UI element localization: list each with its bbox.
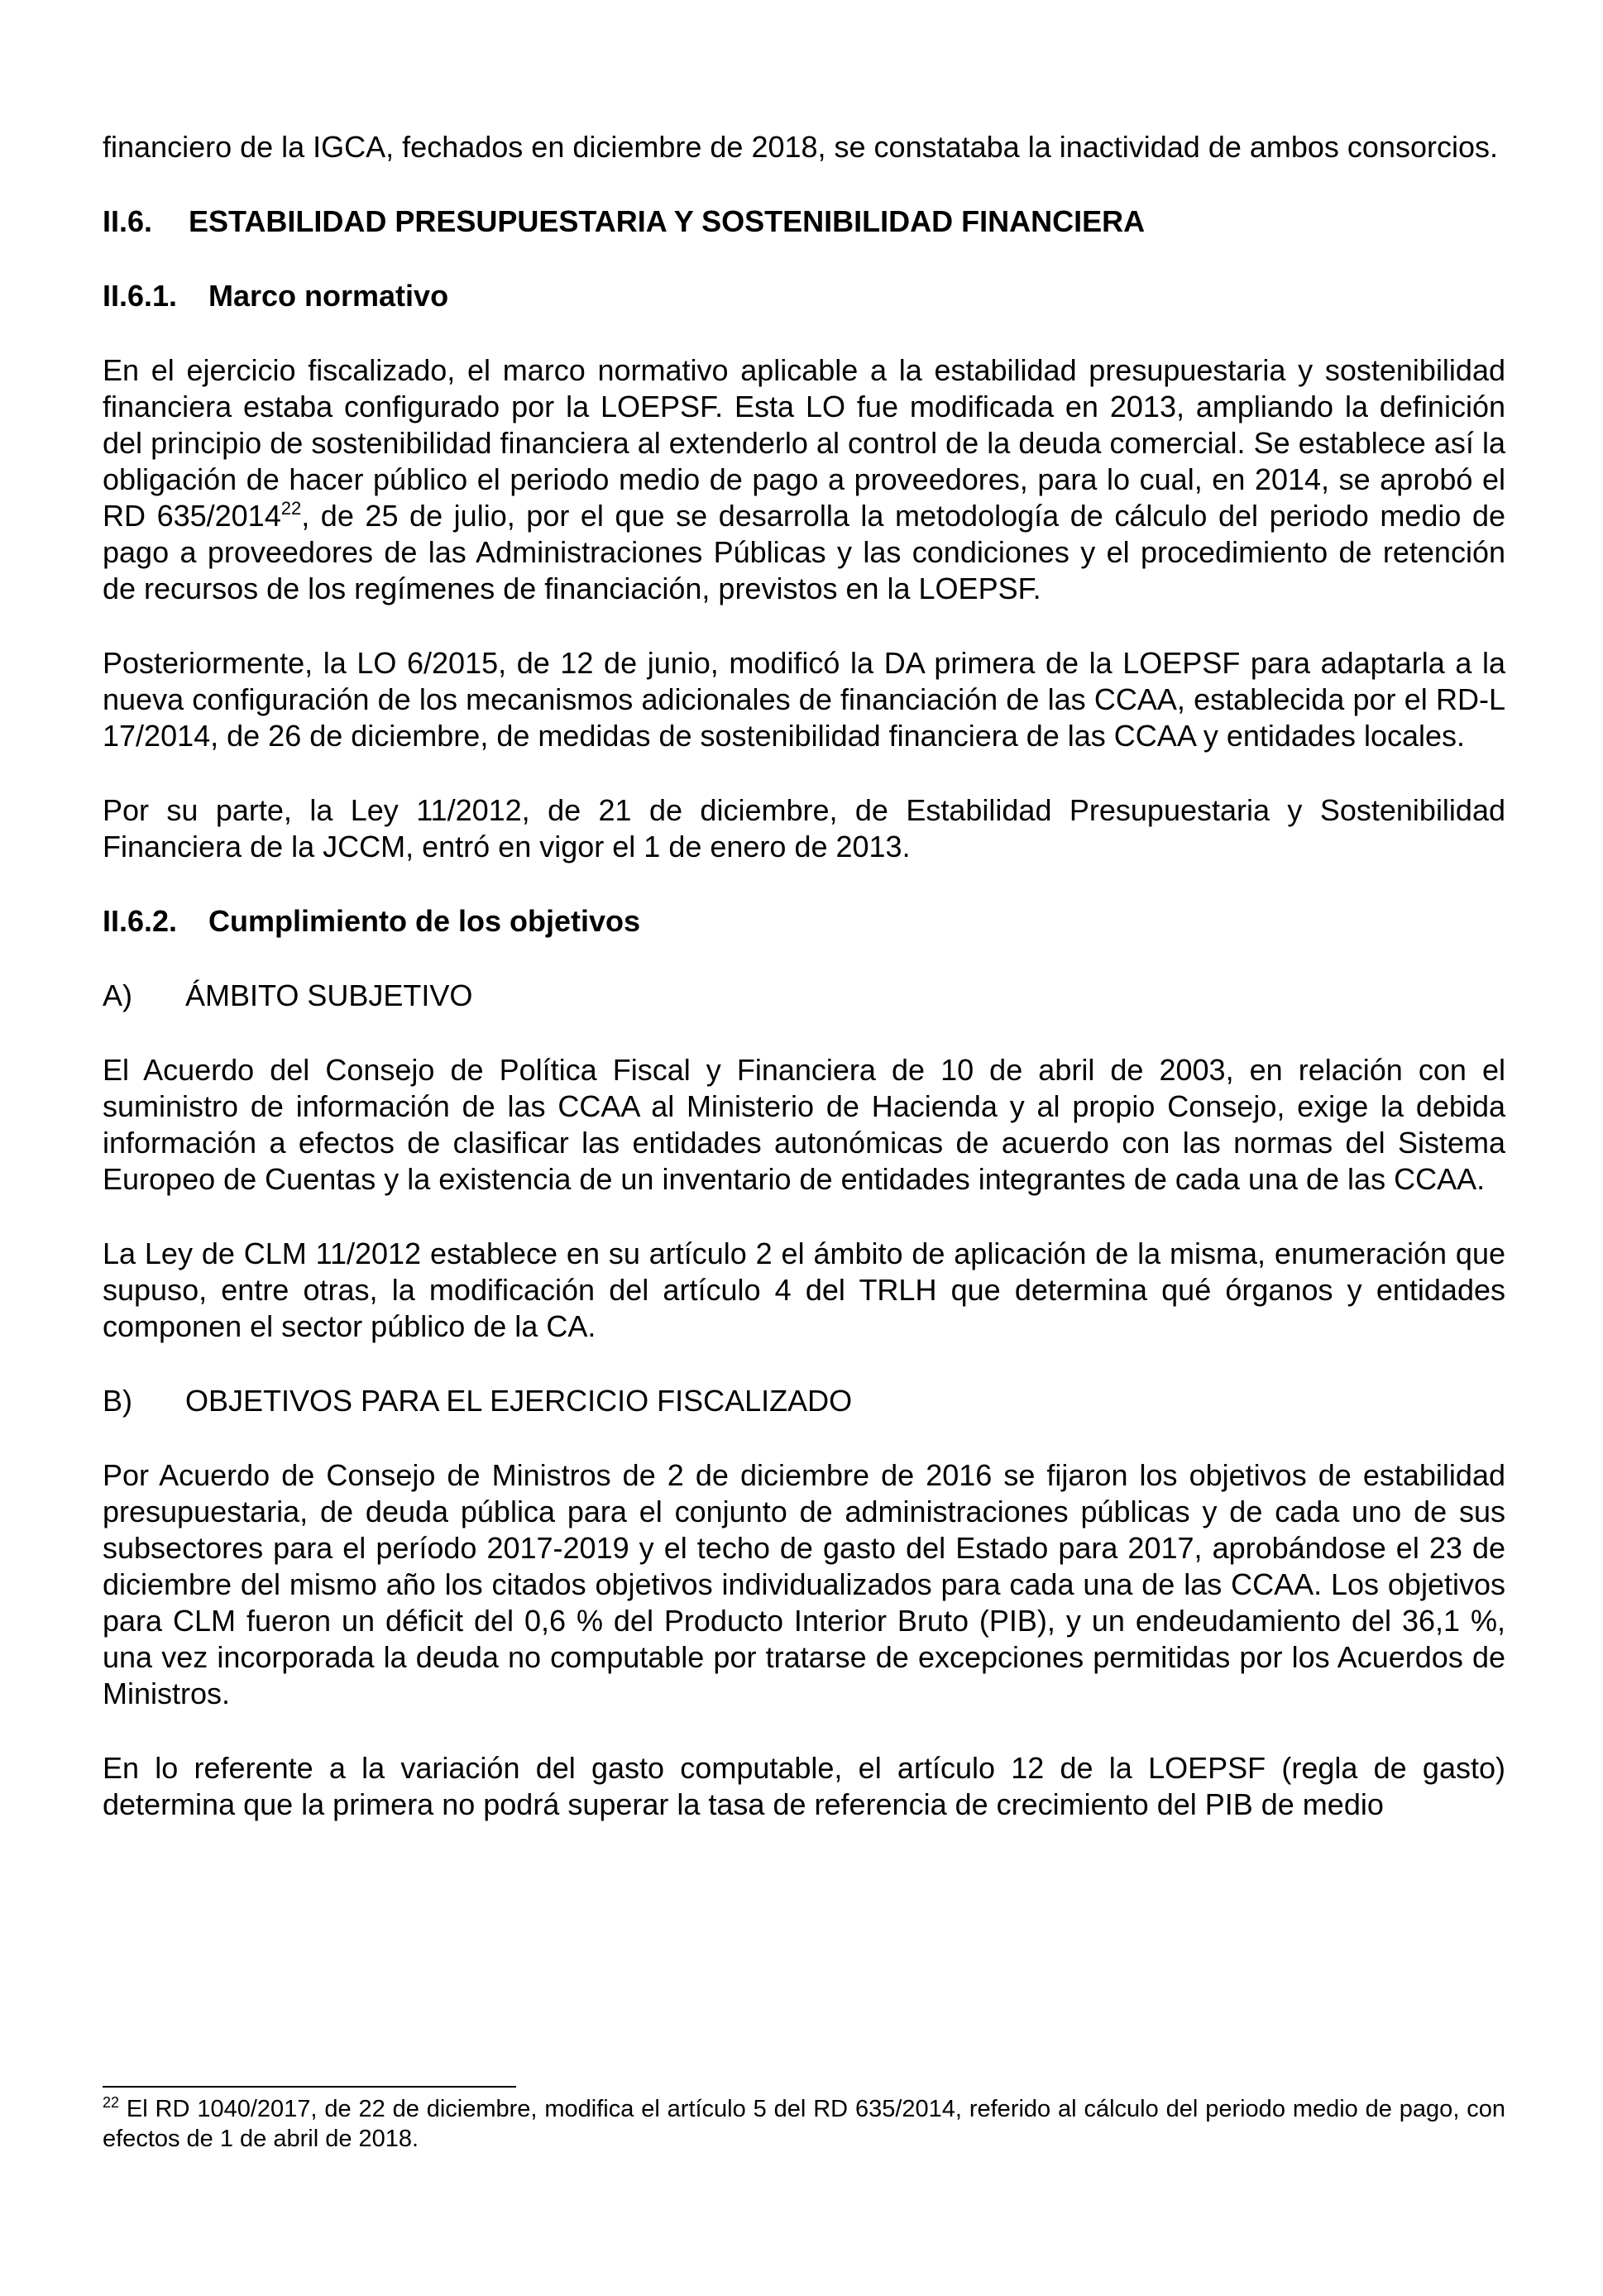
subsection-number: II.6.1. — [103, 279, 178, 313]
footnote-reference[interactable]: 22 — [280, 498, 302, 519]
paragraph-acuerdo-cpff: El Acuerdo del Consejo de Política Fiscal y Financiera de 10 de abril de 2003, en relación con el suministro de información de las CCAA al Ministerio de Hacienda y al propio Consejo, exige la debida información a efectos de clasificar las entidades autonómicas de acuerdo con las normas del Sistema Europeo de Cuentas y la existencia de un inventario de entidades integrantes de cada una de las CCAA. — [103, 1053, 1505, 1196]
heading-title: OBJETIVOS PARA EL EJERCICIO FISCALIZADO — [185, 1384, 853, 1418]
heading-objetivos — [103, 1383, 1505, 1419]
section-heading-ii6 — [103, 203, 1505, 240]
paragraph-lo-6-2015: Posteriormente, la LO 6/2015, de 12 de junio, modificó la DA primera de la LOEPSF para adaptarla a la nueva configuración de los mecanismos adicionales de financiación de las CCAA, establecida por el RD-L 17/2014, de 26 de diciembre, de medidas de sostenibilidad financiera de las CCAA y entidades locales. — [103, 646, 1505, 753]
paragraph-marco-normativo — [103, 352, 1505, 607]
footnote-22 — [103, 2094, 1505, 2154]
paragraph-text: , de 25 de julio, por el que se desarrolla la metodología de cálculo del periodo medio de pago a proveedores de las Administraciones Públicas y las condiciones y el procedimiento de retención de recursos de los regímenes de financiación, previstos en la LOEPSF. — [103, 499, 1505, 605]
page-body — [103, 129, 1505, 1823]
subsection-title: Cumplimiento de los objetivos — [208, 904, 641, 938]
footnote-text: El RD 1040/2017, de 22 de diciembre, modifica el artículo 5 del RD 635/2014, referido al cálculo del periodo medio de pago, con efectos de 1 de abril de 2018. — [103, 2096, 1505, 2152]
paragraph-regla-gasto: En lo referente a la variación del gasto computable, el artículo 12 de la LOEPSF (regla de gasto) determina que la primera no podrá superar la tasa de referencia de crecimiento del PIB de medio — [103, 1751, 1505, 1821]
paragraph-ley-11-2012: Por su parte, la Ley 11/2012, de 21 de diciembre, de Estabilidad Presupuestaria y Sostenibilidad Financiera de la JCCM, entró en vigor el 1 de enero de 2013. — [103, 793, 1505, 863]
heading-letter: B) — [103, 1384, 132, 1418]
subsection-title: Marco normativo — [208, 279, 449, 313]
heading-letter: A) — [103, 978, 132, 1012]
paragraph-text: En el ejercicio fiscalizado, el marco normativo aplicable a la estabilidad presupuestaria y sostenibilidad financiera estaba configurado por la LOEPSF. Esta LO fue modificada en 2013, ampliando la definición del principio de sostenibilidad financiera al extenderlo al control de la deuda comercial. Se establece así la obligación de hacer público el periodo medio de pago a proveedores, para lo cual, en 2014, se aprobó el RD 635/2014 — [103, 353, 1505, 533]
heading-title: ÁMBITO SUBJETIVO — [185, 978, 473, 1012]
footnote-number: 22 — [103, 2094, 120, 2111]
footnote-separator — [103, 2086, 516, 2088]
subsection-heading-ii62 — [103, 903, 1505, 940]
subsection-number: II.6.2. — [103, 904, 178, 938]
paragraph-intro: financiero de la IGCA, fechados en diciembre de 2018, se constataba la inactividad de ambos consorcios. — [103, 130, 1498, 164]
subsection-heading-ii61 — [103, 278, 1505, 314]
paragraph-ley-clm: La Ley de CLM 11/2012 establece en su artículo 2 el ámbito de aplicación de la misma, enumeración que supuso, entre otras, la modificación del artículo 4 del TRLH que determina qué órganos y entidades componen el sector público de la CA. — [103, 1236, 1505, 1343]
section-number: II.6. — [103, 204, 153, 238]
paragraph-acuerdo-ministros: Por Acuerdo de Consejo de Ministros de 2 de diciembre de 2016 se fijaron los objetivos de estabilidad presupuestaria, de deuda pública para el conjunto de administraciones públicas y de cada uno de sus subsectores para el período 2017-2019 y el techo de gasto del Estado para 2017, aprobándose el 23 de diciembre del mismo año los citados objetivos individualizados para cada una de las CCAA. Los objetivos para CLM fueron un déficit del 0,6 % del Producto Interior Bruto (PIB), y un endeudamiento del 36,1 %, una vez incorporada la deuda no computable por tratarse de excepciones permitidas por los Acuerdos de Ministros. — [103, 1458, 1505, 1710]
heading-ambito-subjetivo — [103, 978, 1505, 1014]
section-title: ESTABILIDAD PRESUPUESTARIA Y SOSTENIBILIDAD FINANCIERA — [189, 204, 1146, 238]
